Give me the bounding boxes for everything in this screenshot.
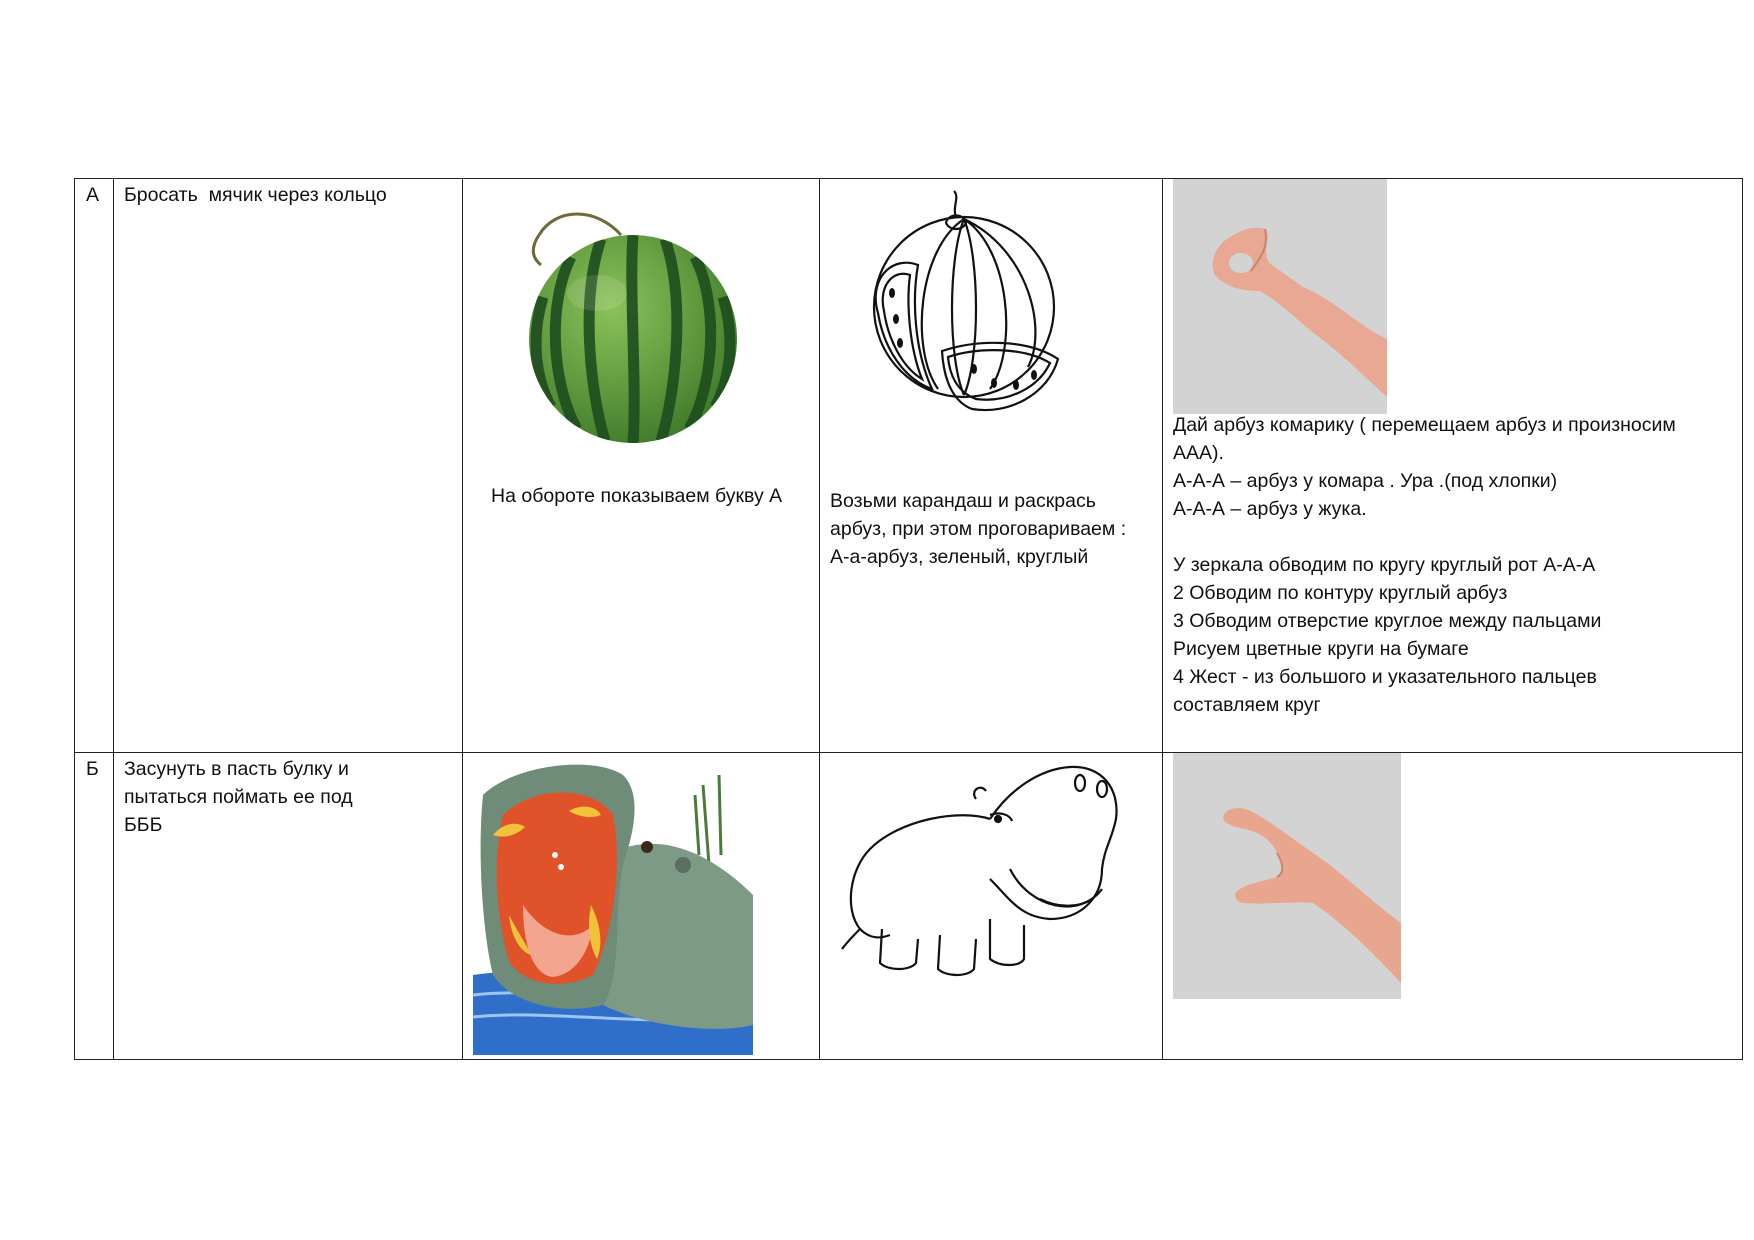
picture-caption: На обороте показываем букву А	[491, 485, 783, 507]
description-line: составляем круг	[1173, 694, 1321, 716]
hand-c-gesture-photo	[1173, 753, 1401, 999]
lesson-table	[74, 178, 1743, 1060]
description-line: ААА).	[1173, 442, 1224, 464]
description-line: 3 Обводим отверстие круглое между пальцами	[1173, 610, 1602, 632]
gesture-cell	[1163, 753, 1743, 1060]
description-line: У зеркала обводим по кругу круглый рот А-А-А	[1173, 554, 1596, 576]
coloring-caption: Возьми карандаш и раскрась арбуз, при этом проговариваем : А-а-арбуз, зеленый, круглый	[830, 490, 1127, 568]
game-text: Засунуть в пасть булку и пытаться поймать ее под БББ	[124, 758, 364, 836]
gesture-description	[1173, 411, 1739, 719]
gesture-cell	[1163, 179, 1743, 753]
coloring-cell	[820, 179, 1163, 753]
description-line: Рисуем цветные круги на бумаге	[1173, 638, 1469, 660]
game-cell	[114, 753, 463, 1060]
letter-cell	[75, 179, 114, 753]
description-line: А-А-А – арбуз у жука.	[1173, 498, 1367, 520]
row-letter: Б	[86, 758, 99, 780]
description-line: 4 Жест - из большого и указательного пальцев	[1173, 666, 1597, 688]
game-cell	[114, 179, 463, 753]
table-row	[75, 753, 1743, 1060]
hippo-photo	[473, 755, 753, 1055]
game-text: Бросать мячик через кольцо	[124, 184, 387, 206]
description-line: Дай арбуз комарику ( перемещаем арбуз и произносим	[1173, 414, 1676, 436]
row-letter: А	[86, 184, 100, 206]
watermelon-photo	[501, 207, 741, 447]
hippo-outline-drawing	[840, 759, 1152, 999]
letter-cell	[75, 753, 114, 1060]
table-row	[75, 179, 1743, 753]
watermelon-outline-drawing	[848, 189, 1088, 429]
description-line: 2 Обводим по контуру круглый арбуз	[1173, 582, 1508, 604]
picture-cell	[463, 753, 820, 1060]
description-line: А-А-А – арбуз у комара . Ура .(под хлопки)	[1173, 470, 1558, 492]
hand-ring-gesture-photo	[1173, 179, 1387, 414]
picture-cell	[463, 179, 820, 753]
coloring-cell	[820, 753, 1163, 1060]
description-line	[1173, 523, 1739, 551]
